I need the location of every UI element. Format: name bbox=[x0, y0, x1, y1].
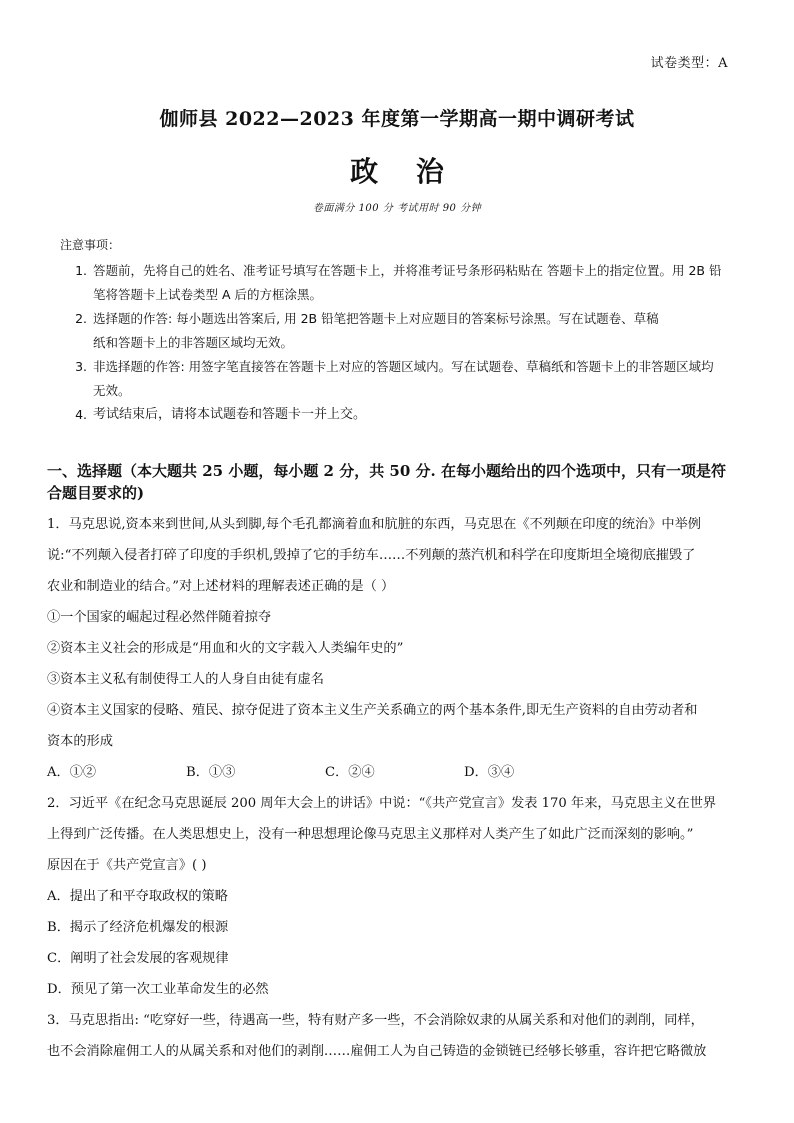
notice-number: 4. bbox=[75, 407, 87, 422]
notice-number: 2. bbox=[75, 311, 87, 326]
statement: ②资本主义社会的形成是“用血和火的文字载入人类编年史的” bbox=[47, 641, 404, 656]
question-2 bbox=[47, 788, 765, 1005]
question-stem-line: 也不会消除雇佣工人的从属关系和对他们的剥削……雇佣工人为自己铸造的金锁链已经够长够重，容许把它略微放 bbox=[47, 1044, 707, 1059]
option-c: C．阐明了社会发展的客观规律 bbox=[47, 951, 229, 966]
answer-options bbox=[47, 757, 765, 788]
option-d: D．③④ bbox=[464, 765, 515, 780]
statement: ③资本主义私有制使得工人的人身自由徒有虚名 bbox=[47, 672, 324, 687]
option-d: D．预见了第一次工业革命发生的必然 bbox=[47, 982, 269, 997]
question-stem-line: 原因在于《共产党宣言》( ) bbox=[47, 858, 207, 873]
question-stem-line: 说:“不列颠入侵者打碎了印度的手织机,毁掉了它的手纺车……不列颠的蒸汽机和科学在印度斯坦全境彻底摧毁了 bbox=[47, 548, 696, 563]
question-list bbox=[47, 509, 765, 1067]
option-b: B．①③ bbox=[186, 765, 236, 780]
notice-number: 1. bbox=[75, 263, 87, 278]
notice-text bbox=[93, 259, 750, 307]
exam-title: 伽师县 2022—2023 年度第一学期高一期中调研考试 bbox=[159, 108, 635, 130]
subject-title: 政 治 bbox=[350, 155, 458, 188]
statement: ④资本主义国家的侵略、殖民、掠夺促进了资本主义生产关系确立的两个基本条件,即无生产资料的自由劳动者和 bbox=[47, 703, 698, 718]
option-a: A．①② bbox=[47, 765, 97, 780]
notice-text bbox=[93, 355, 750, 403]
notice-line: 考试结束后，请将本试题卷和答题卡一并上交。 bbox=[93, 407, 367, 422]
notice-line: 笔将答题卡上试卷类型 A 后的方框涂黑。 bbox=[93, 287, 322, 302]
option-b: B．揭示了经济危机爆发的根源 bbox=[47, 920, 229, 935]
notice-number: 3. bbox=[75, 359, 87, 374]
notice-item bbox=[60, 403, 750, 427]
section-heading-line: 合题目要求的) bbox=[47, 484, 145, 502]
question-stem-line: 3．马克思指出: “吃穿好一些，待遇高一些，特有财产多一些，不会消除奴隶的从属关系和对他们的剥削，同样， bbox=[47, 1013, 704, 1028]
notice-item bbox=[60, 355, 750, 403]
section-heading bbox=[47, 460, 755, 504]
notice-line: 纸和答题卡上的非答题区域均无效。 bbox=[93, 335, 294, 350]
notice-line: 选择题的作答: 每小题选出答案后, 用 2B 铅笔把答题卡上对应题目的答案标号涂黑。写在试题卷、草稿 bbox=[93, 311, 659, 326]
question-3 bbox=[47, 1005, 765, 1067]
option-c: C．②④ bbox=[325, 765, 375, 780]
notice-item bbox=[60, 307, 750, 355]
question-stem-line: 2．习近平《在纪念马克思诞辰 200 周年大会上的讲话》中说：“《共产党宣言》发表 170 年来，马克思主义在世界 bbox=[47, 796, 717, 811]
statement-continued: 资本的形成 bbox=[47, 734, 113, 749]
question-stem-line: 1．马克思说,资本来到世间,从头到脚,每个毛孔都滴着血和肮脏的东西，马克思在《不列颠在印度的统治》中举例 bbox=[47, 517, 701, 532]
notice-line: 非选择题的作答: 用签字笔直接答在答题卡上对应的答题区域内。写在试题卷、草稿纸和答题卡上的非答题区域均 bbox=[93, 359, 714, 374]
notice-line: 答题前，先将自己的姓名、准考证号填写在答题卡上，并将准考证号条形码粘贴在 答题卡上的指定位置。用 2B 铅 bbox=[93, 263, 722, 278]
question-stem-line: 农业和制造业的结合。”对上述材料的理解表述正确的是（ ） bbox=[47, 579, 395, 594]
paper-type-label: 试卷类型：A bbox=[650, 56, 728, 71]
notice-text bbox=[93, 403, 750, 427]
statement: ①一个国家的崛起过程必然伴随着掠夺 bbox=[47, 610, 272, 625]
section-heading-line: 一、选择题（本大题共 25 小题，每小题 2 分，共 50 分. 在每小题给出的四个选项中，只有一项是符 bbox=[47, 462, 726, 480]
notice-title: 注意事项： bbox=[60, 238, 121, 252]
notice-text bbox=[93, 307, 750, 355]
exam-info: 卷面满分 100 分 考试用时 90 分钟 bbox=[312, 203, 482, 214]
question-1 bbox=[47, 509, 765, 788]
question-stem-line: 上得到广泛传播。在人类思想史上，没有一种思想理论像马克思主义那样对人类产生了如此广泛而深刻的影响。” bbox=[47, 827, 694, 842]
notice-item bbox=[60, 259, 750, 307]
notice-list bbox=[60, 259, 750, 427]
notice-block bbox=[60, 236, 750, 427]
notice-line: 无效。 bbox=[93, 383, 131, 398]
option-a: A．提出了和平夺取政权的策略 bbox=[47, 889, 228, 904]
